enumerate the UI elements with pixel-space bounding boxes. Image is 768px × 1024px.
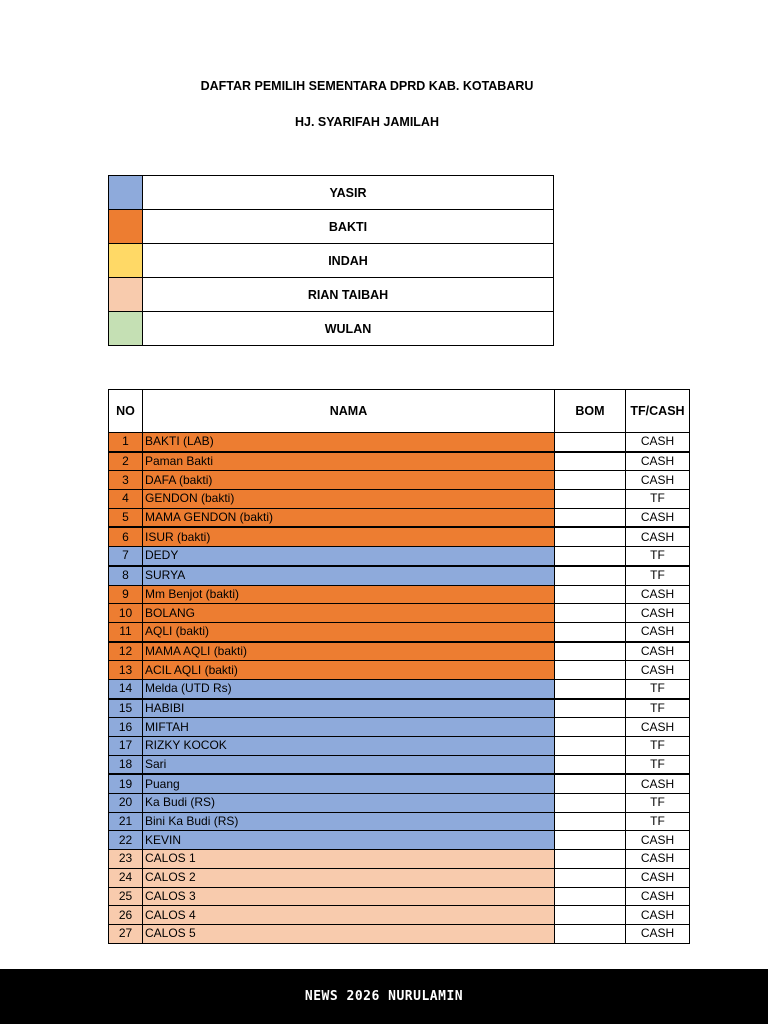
row-tf-cash: CASH bbox=[626, 585, 690, 604]
row-number: 14 bbox=[109, 679, 143, 698]
row-tf-cash: TF bbox=[626, 547, 690, 566]
row-number: 9 bbox=[109, 585, 143, 604]
table-row bbox=[109, 679, 690, 698]
row-name: SURYA bbox=[143, 566, 555, 585]
document-title: DAFTAR PEMILIH SEMENTARA DPRD KAB. KOTABARU bbox=[200, 79, 534, 93]
table-row bbox=[109, 661, 690, 680]
row-name: ISUR (bakti) bbox=[143, 527, 555, 546]
table-row bbox=[109, 433, 690, 452]
table-row bbox=[109, 774, 690, 793]
row-tf-cash: CASH bbox=[626, 471, 690, 490]
row-bom bbox=[555, 699, 626, 718]
legend-label: BAKTI bbox=[143, 210, 554, 244]
legend-label: INDAH bbox=[143, 244, 554, 278]
row-name: CALOS 1 bbox=[143, 850, 555, 869]
row-name: CALOS 5 bbox=[143, 924, 555, 943]
row-number: 23 bbox=[109, 850, 143, 869]
table-row bbox=[109, 924, 690, 943]
row-number: 27 bbox=[109, 924, 143, 943]
table-row bbox=[109, 604, 690, 623]
legend-label: YASIR bbox=[143, 176, 554, 210]
table-row bbox=[109, 622, 690, 641]
table-row bbox=[109, 452, 690, 471]
row-bom bbox=[555, 868, 626, 887]
table-header-row bbox=[109, 390, 690, 433]
row-bom bbox=[555, 737, 626, 756]
row-bom bbox=[555, 471, 626, 490]
row-bom bbox=[555, 679, 626, 698]
row-name: CALOS 4 bbox=[143, 906, 555, 925]
row-bom bbox=[555, 794, 626, 813]
row-tf-cash: CASH bbox=[626, 718, 690, 737]
row-number: 6 bbox=[109, 527, 143, 546]
row-number: 21 bbox=[109, 812, 143, 831]
table-row bbox=[109, 585, 690, 604]
row-number: 2 bbox=[109, 452, 143, 471]
row-number: 3 bbox=[109, 471, 143, 490]
row-tf-cash: TF bbox=[626, 566, 690, 585]
row-bom bbox=[555, 622, 626, 641]
row-bom bbox=[555, 661, 626, 680]
row-tf-cash: CASH bbox=[626, 831, 690, 850]
table-row bbox=[109, 508, 690, 527]
row-bom bbox=[555, 452, 626, 471]
table-row bbox=[109, 471, 690, 490]
row-name: DAFA (bakti) bbox=[143, 471, 555, 490]
row-number: 11 bbox=[109, 622, 143, 641]
table-row bbox=[109, 718, 690, 737]
table-row bbox=[109, 831, 690, 850]
row-tf-cash: CASH bbox=[626, 887, 690, 906]
row-bom bbox=[555, 585, 626, 604]
row-name: RIZKY KOCOK bbox=[143, 737, 555, 756]
row-number: 5 bbox=[109, 508, 143, 527]
row-bom bbox=[555, 566, 626, 585]
row-number: 4 bbox=[109, 490, 143, 509]
document-subtitle: HJ. SYARIFAH JAMILAH bbox=[294, 115, 439, 129]
row-number: 18 bbox=[109, 755, 143, 774]
row-name: GENDON (bakti) bbox=[143, 490, 555, 509]
row-bom bbox=[555, 508, 626, 527]
row-number: 1 bbox=[109, 433, 143, 452]
row-number: 7 bbox=[109, 547, 143, 566]
row-number: 22 bbox=[109, 831, 143, 850]
row-name: Bini Ka Budi (RS) bbox=[143, 812, 555, 831]
legend-swatch bbox=[109, 312, 143, 346]
row-bom bbox=[555, 850, 626, 869]
voter-table bbox=[108, 389, 690, 944]
row-bom bbox=[555, 718, 626, 737]
row-number: 16 bbox=[109, 718, 143, 737]
header-nama: NAMA bbox=[143, 390, 555, 433]
row-tf-cash: CASH bbox=[626, 850, 690, 869]
row-number: 15 bbox=[109, 699, 143, 718]
row-number: 25 bbox=[109, 887, 143, 906]
row-bom bbox=[555, 642, 626, 661]
row-tf-cash: CASH bbox=[626, 433, 690, 452]
color-legend bbox=[108, 175, 554, 346]
row-tf-cash: CASH bbox=[626, 452, 690, 471]
table-row bbox=[109, 812, 690, 831]
table-row bbox=[109, 868, 690, 887]
table-row bbox=[109, 547, 690, 566]
table-row bbox=[109, 737, 690, 756]
row-number: 19 bbox=[109, 774, 143, 793]
table-row bbox=[109, 642, 690, 661]
row-tf-cash: CASH bbox=[626, 868, 690, 887]
row-number: 24 bbox=[109, 868, 143, 887]
row-name: ACIL AQLI (bakti) bbox=[143, 661, 555, 680]
table-row bbox=[109, 699, 690, 718]
row-name: Paman Bakti bbox=[143, 452, 555, 471]
table-row bbox=[109, 566, 690, 585]
table-row bbox=[109, 794, 690, 813]
row-name: CALOS 2 bbox=[143, 868, 555, 887]
table-row bbox=[109, 527, 690, 546]
row-number: 13 bbox=[109, 661, 143, 680]
row-tf-cash: CASH bbox=[626, 774, 690, 793]
row-bom bbox=[555, 527, 626, 546]
row-tf-cash: CASH bbox=[626, 906, 690, 925]
row-name: Ka Budi (RS) bbox=[143, 794, 555, 813]
row-bom bbox=[555, 831, 626, 850]
table-row bbox=[109, 755, 690, 774]
row-bom bbox=[555, 755, 626, 774]
row-bom bbox=[555, 547, 626, 566]
row-number: 17 bbox=[109, 737, 143, 756]
row-bom bbox=[555, 490, 626, 509]
row-number: 12 bbox=[109, 642, 143, 661]
row-tf-cash: CASH bbox=[626, 622, 690, 641]
row-number: 8 bbox=[109, 566, 143, 585]
header-tf-cash: TF/CASH bbox=[626, 390, 690, 433]
legend-row bbox=[109, 278, 554, 312]
row-tf-cash: CASH bbox=[626, 661, 690, 680]
legend-row bbox=[109, 244, 554, 278]
legend-swatch bbox=[109, 244, 143, 278]
row-tf-cash: TF bbox=[626, 755, 690, 774]
row-name: BAKTI (LAB) bbox=[143, 433, 555, 452]
legend-label: WULAN bbox=[143, 312, 554, 346]
row-bom bbox=[555, 887, 626, 906]
row-tf-cash: CASH bbox=[626, 508, 690, 527]
row-tf-cash: TF bbox=[626, 737, 690, 756]
header-no: NO bbox=[109, 390, 143, 433]
row-name: HABIBI bbox=[143, 699, 555, 718]
row-name: Sari bbox=[143, 755, 555, 774]
row-name: MAMA GENDON (bakti) bbox=[143, 508, 555, 527]
row-tf-cash: TF bbox=[626, 812, 690, 831]
row-number: 20 bbox=[109, 794, 143, 813]
row-name: MIFTAH bbox=[143, 718, 555, 737]
row-tf-cash: CASH bbox=[626, 642, 690, 661]
row-tf-cash: CASH bbox=[626, 604, 690, 623]
table-row bbox=[109, 850, 690, 869]
row-bom bbox=[555, 774, 626, 793]
row-tf-cash: CASH bbox=[626, 527, 690, 546]
row-name: DEDY bbox=[143, 547, 555, 566]
row-bom bbox=[555, 604, 626, 623]
row-name: CALOS 3 bbox=[143, 887, 555, 906]
row-name: AQLI (bakti) bbox=[143, 622, 555, 641]
row-name: KEVIN bbox=[143, 831, 555, 850]
legend-row bbox=[109, 210, 554, 244]
legend-row bbox=[109, 312, 554, 346]
table-row bbox=[109, 887, 690, 906]
row-tf-cash: TF bbox=[626, 699, 690, 718]
row-tf-cash: CASH bbox=[626, 924, 690, 943]
row-bom bbox=[555, 924, 626, 943]
legend-swatch bbox=[109, 210, 143, 244]
row-number: 26 bbox=[109, 906, 143, 925]
table-row bbox=[109, 906, 690, 925]
row-name: Mm Benjot (bakti) bbox=[143, 585, 555, 604]
table-row bbox=[109, 490, 690, 509]
row-bom bbox=[555, 433, 626, 452]
row-name: BOLANG bbox=[143, 604, 555, 623]
row-bom bbox=[555, 812, 626, 831]
header-bom: BOM bbox=[555, 390, 626, 433]
legend-swatch bbox=[109, 278, 143, 312]
row-number: 10 bbox=[109, 604, 143, 623]
legend-row bbox=[109, 176, 554, 210]
row-tf-cash: TF bbox=[626, 794, 690, 813]
row-name: MAMA AQLI (bakti) bbox=[143, 642, 555, 661]
row-tf-cash: TF bbox=[626, 679, 690, 698]
legend-label: RIAN TAIBAH bbox=[143, 278, 554, 312]
row-name: Puang bbox=[143, 774, 555, 793]
legend-swatch bbox=[109, 176, 143, 210]
row-bom bbox=[555, 906, 626, 925]
row-name: Melda (UTD Rs) bbox=[143, 679, 555, 698]
row-tf-cash: TF bbox=[626, 490, 690, 509]
footer-banner: NEWS 2026 NURULAMIN bbox=[0, 969, 768, 1024]
